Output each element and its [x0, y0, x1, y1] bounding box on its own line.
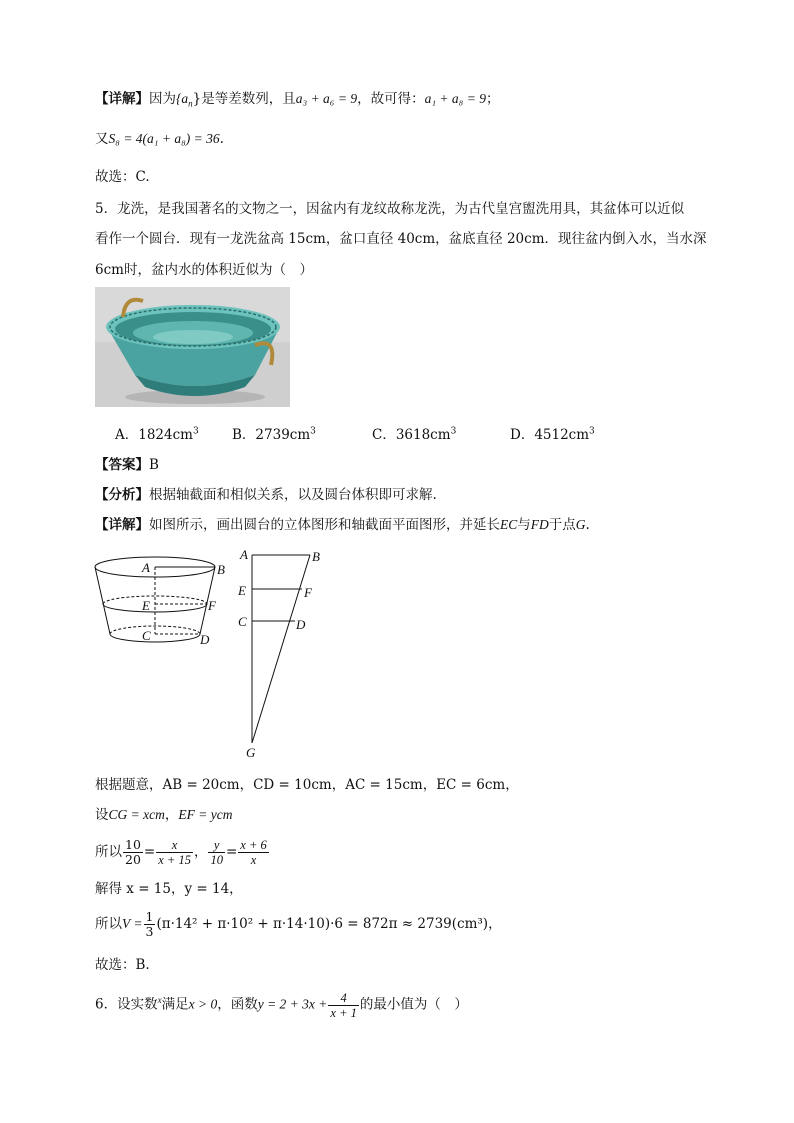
label-e: E [142, 598, 150, 613]
detail-line-2: 又S₈ = 4(a₁ + a₈) = 36. [95, 131, 224, 147]
answer-value: B [149, 457, 159, 473]
analysis-tag: 【分析】 [95, 487, 149, 503]
fraction: $\frac{10}{20}$ [125, 837, 141, 867]
option-d[interactable]: D．$4512cm^3$ [510, 426, 595, 443]
axial-section-figure [232, 545, 332, 760]
label-f: F [304, 585, 312, 600]
fraction: $\frac{x + 6}{x}$ [240, 838, 267, 867]
detail-tag: 【详解】 [95, 91, 149, 107]
label-a: A [240, 547, 248, 562]
equation: S₈ = 4(a₁ + a₈) = 36 [108, 131, 220, 146]
question-6-line: 6．设实数$^x$满足x > 0，函数y = 2 + 3x + $\frac{4}{x + 1}$ 的最小值为（ ） [95, 990, 468, 1020]
option-c[interactable]: C．$3618cm^3$ [372, 426, 457, 443]
label-f: F [208, 598, 216, 613]
solution-line-2: 设CG = xcm，EF = ycm [95, 807, 233, 823]
label-g: G [246, 745, 256, 760]
analysis-line: 【分析】根据轴截面和相似关系，以及圆台体积即可求解. [95, 487, 437, 503]
label-d: D [296, 617, 306, 632]
solution-line-4: 解得 x = 15，y = 14， [95, 881, 243, 897]
answer-tag: 【答案】 [95, 457, 149, 473]
label-b: B [312, 549, 320, 564]
question-5-line-3: 6cm时，盆内水的体积近似为（ ） [95, 262, 313, 278]
fraction: $\frac{x}{x + 15}$ [158, 838, 191, 867]
question-5-line-2: 看作一个圆台．现有一龙洗盆高 15cm，盆口直径 40cm，盆底直径 20cm．现往盆内倒入水，当水深 [95, 231, 707, 247]
option-b[interactable]: B．$2739cm^3$ [232, 426, 316, 443]
fraction: $\frac{1}{3}$ [145, 909, 154, 939]
detail-tag: 【详解】 [95, 517, 149, 533]
label-d: D [200, 632, 210, 647]
option-a[interactable]: A．$1824cm^3$ [115, 426, 199, 443]
fraction: $\frac{4}{x + 1}$ [330, 990, 357, 1020]
label-c: C [142, 628, 151, 643]
label-c: C [238, 614, 247, 629]
equation: a₃ + a₆ = 9 [295, 91, 358, 106]
frustum-3d-figure [92, 552, 232, 652]
label-e: E [238, 583, 246, 598]
solution-line-5: 所以V = $\frac{1}{3}$ (π·14² + π·10² + π·14·10)·6 = 872π ≈ 2739(cm³)， [95, 909, 502, 939]
solution-line-6: 故选：B. [95, 957, 150, 973]
question-5-line-1: 5．龙洗，是我国著名的文物之一，因盆内有龙纹故称龙洗，为古代皇宫盥洗用具，其盆体可以近似 [95, 201, 685, 217]
label-a: A [142, 560, 150, 575]
detail-line-1: 【详解】因为$\{a_n\}$是等差数列，且a₃ + a₆ = 9，故可得：a₁ + a₈ = 9； [95, 91, 500, 109]
solution-line-3: 所以 $\frac{10}{20}$ = $\frac{x}{x + 15}$ ， $\frac{y}{10}$ = $\frac{x + 6}{x}$ [95, 837, 267, 867]
solution-line-1: 根据题意，AB = 20cm，CD = 10cm，AC = 15cm，EC = 6cm， [95, 777, 519, 793]
label-b: B [217, 562, 225, 577]
answer-line [95, 456, 159, 474]
dragon-basin-photo [95, 287, 290, 407]
choose-line: 故选：C. [95, 169, 150, 185]
detail-line-3: 【详解】如图所示，画出圆台的立体图形和轴截面平面图形，并延长EC与FD于点G. [95, 517, 590, 533]
equation: a₁ + a₈ = 9 [424, 91, 486, 106]
fraction: $\frac{y}{10}$ [210, 838, 223, 867]
